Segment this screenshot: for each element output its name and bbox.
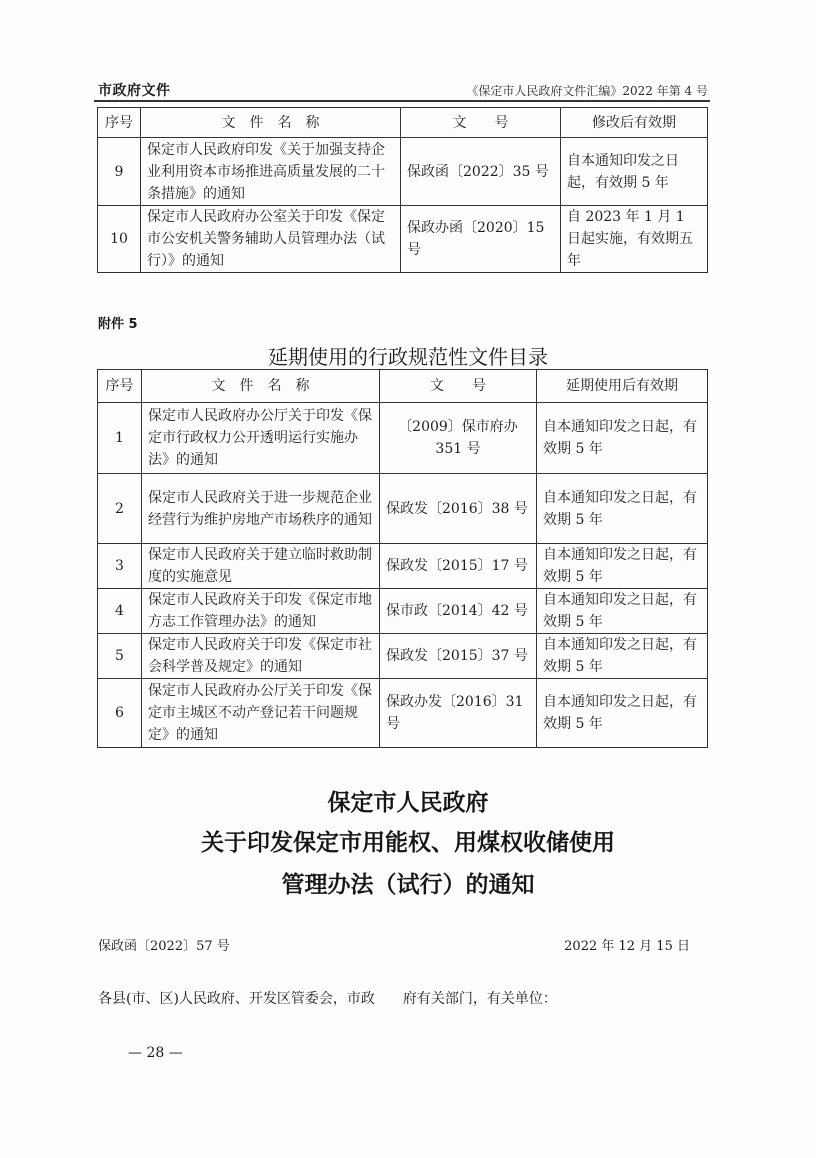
row-no: 9 bbox=[98, 138, 141, 206]
table-row bbox=[98, 138, 708, 206]
col-header-docno: 文 号 bbox=[380, 370, 537, 403]
col-header-validity: 延期使用后有效期 bbox=[537, 370, 708, 403]
table-row bbox=[98, 206, 708, 273]
table-row bbox=[98, 474, 708, 544]
row-docno: 保政发〔2015〕37 号 bbox=[380, 634, 537, 679]
row-validity: 自本通知印发之日起，有效期 5 年 bbox=[537, 403, 708, 474]
table-header-row bbox=[98, 370, 708, 403]
row-validity: 自本通知印发之日起，有效期 5 年 bbox=[537, 474, 708, 544]
row-name: 保定市人民政府印发《关于加强支持企业利用资本市场推进高质量发展的二十条措施》的通知 bbox=[141, 138, 401, 206]
row-docno: 保政发〔2015〕17 号 bbox=[380, 544, 537, 589]
notice-title-line2: 关于印发保定市用能权、用煤权收储使用 bbox=[201, 829, 615, 856]
table-row bbox=[98, 679, 708, 748]
row-docno: 保市政〔2014〕42 号 bbox=[380, 589, 537, 634]
extended-documents-table bbox=[97, 369, 708, 748]
attachment-title: 延期使用的行政规范性文件目录 bbox=[268, 345, 548, 369]
row-name: 保定市人民政府关于建立临时救助制度的实施意见 bbox=[142, 544, 380, 589]
row-no: 4 bbox=[98, 589, 142, 634]
notice-date: 2022 年 12 月 15 日 bbox=[564, 939, 690, 954]
row-no: 5 bbox=[98, 634, 142, 679]
row-validity: 自本通知印发之日起，有效期 5 年 bbox=[561, 138, 708, 206]
notice-title-line1: 保定市人民政府 bbox=[327, 789, 489, 816]
attachment-label: 附件 5 bbox=[98, 317, 138, 332]
notice-addressee: 各县(市、区)人民政府、开发区管委会，市政 府有关部门，有关单位： bbox=[98, 991, 557, 1007]
table-row bbox=[98, 634, 708, 679]
row-name: 保定市人民政府办公厅关于印发《保定市行政权力公开透明运行实施办法》的通知 bbox=[142, 403, 380, 474]
row-validity: 自 2023 年 1 月 1 日起实施，有效期五年 bbox=[561, 206, 708, 273]
row-no: 1 bbox=[98, 403, 142, 474]
amended-documents-table bbox=[97, 107, 708, 273]
row-validity: 自本通知印发之日起，有效期 5 年 bbox=[537, 544, 708, 589]
row-no: 2 bbox=[98, 474, 142, 544]
page-number: — 28 — bbox=[128, 1045, 183, 1061]
table-header-row bbox=[98, 108, 708, 138]
row-docno: 〔2009〕保市府办 351 号 bbox=[380, 403, 537, 474]
row-validity: 自本通知印发之日起，有效期 5 年 bbox=[537, 679, 708, 748]
row-name: 保定市人民政府办公厅关于印发《保定市主城区不动产登记若干问题规定》的通知 bbox=[142, 679, 380, 748]
row-validity: 自本通知印发之日起，有效期 5 年 bbox=[537, 634, 708, 679]
notice-doc-number: 保政函〔2022〕57 号 bbox=[98, 939, 230, 954]
row-docno: 保政办发〔2016〕31 号 bbox=[380, 679, 537, 748]
row-name: 保定市人民政府办公室关于印发《保定市公安机关警务辅助人员管理办法（试行）》的通知 bbox=[141, 206, 401, 273]
table-row bbox=[98, 589, 708, 634]
col-header-name: 文 件 名 称 bbox=[142, 370, 380, 403]
row-docno: 保政发〔2016〕38 号 bbox=[380, 474, 537, 544]
col-header-no: 序号 bbox=[98, 108, 141, 138]
table-row bbox=[98, 544, 708, 589]
row-no: 3 bbox=[98, 544, 142, 589]
row-name: 保定市人民政府关于印发《保定市地方志工作管理办法》的通知 bbox=[142, 589, 380, 634]
row-no: 10 bbox=[98, 206, 141, 273]
row-docno: 保政办函〔2020〕15 号 bbox=[401, 206, 561, 273]
notice-title-line3: 管理办法（试行）的通知 bbox=[281, 871, 535, 898]
row-validity: 自本通知印发之日起，有效期 5 年 bbox=[537, 589, 708, 634]
col-header-no: 序号 bbox=[98, 370, 142, 403]
col-header-docno: 文 号 bbox=[401, 108, 561, 138]
row-name: 保定市人民政府关于印发《保定市社会科学普及规定》的通知 bbox=[142, 634, 380, 679]
table-row bbox=[98, 403, 708, 474]
col-header-validity: 修改后有效期 bbox=[561, 108, 708, 138]
row-no: 6 bbox=[98, 679, 142, 748]
header-rule bbox=[94, 100, 710, 102]
row-docno: 保政函〔2022〕35 号 bbox=[401, 138, 561, 206]
running-header-right: 《保定市人民政府文件汇编》2022 年第 4 号 bbox=[466, 84, 708, 98]
running-header-left: 市政府文件 bbox=[98, 83, 171, 99]
row-name: 保定市人民政府关于进一步规范企业经营行为维护房地产市场秩序的通知 bbox=[142, 474, 380, 544]
col-header-name: 文 件 名 称 bbox=[141, 108, 401, 138]
